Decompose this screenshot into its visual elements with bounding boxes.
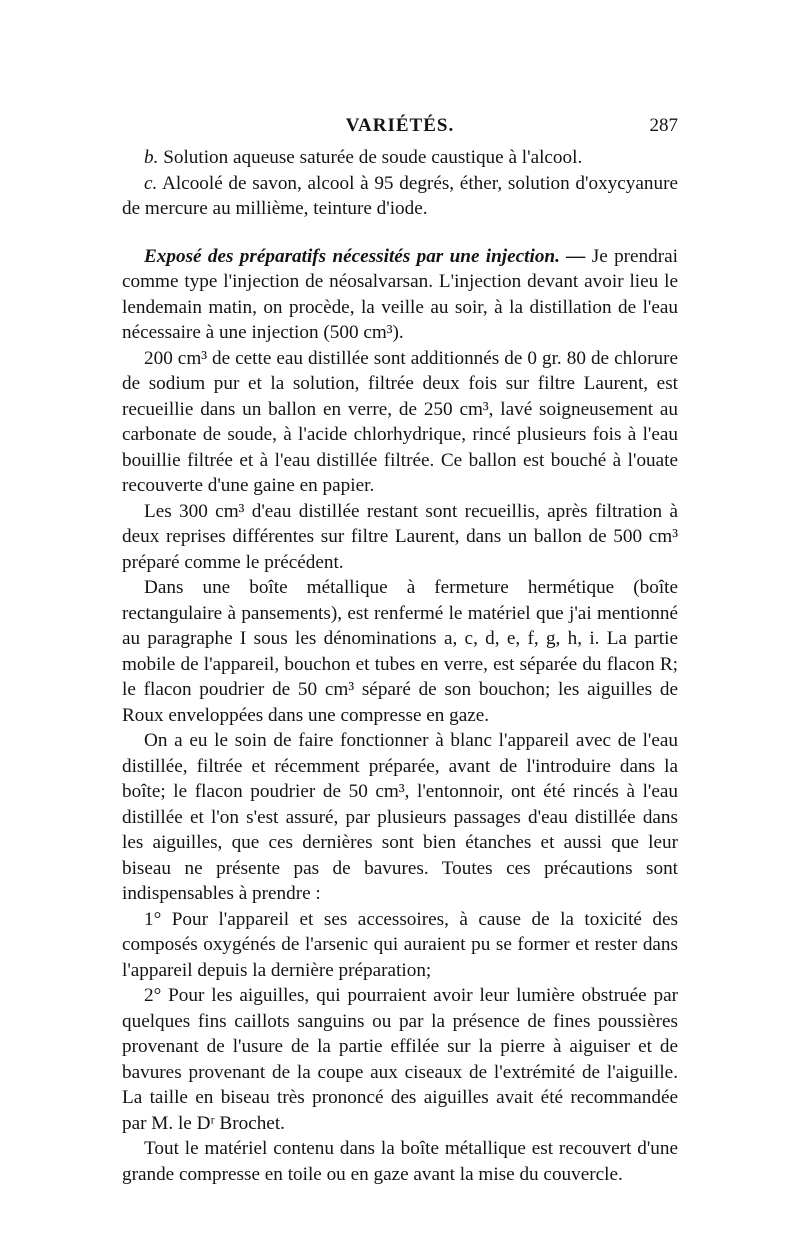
page-number: 287 — [649, 115, 678, 136]
list-item — [122, 145, 678, 171]
paragraph: Dans une boîte métallique à fermeture hermétique (boîte rectangulaire à pansements), est renfermé le matériel que j'ai mentionné au paragraphe I sous les dénominations a, c, d, e, f, g, h, i. La partie mobile de l'appareil, bouchon et tubes en verre, est séparée du flacon R; le flacon poudrier de 50 cm³ séparé de son bouchon; les aiguilles de Roux enveloppées dans une compresse en gaze. — [122, 577, 678, 726]
section-title: Exposé des préparatifs nécessités par une injection. — — [144, 245, 586, 267]
paragraph: Les 300 cm³ d'eau distillée restant sont recueillis, après filtration à deux reprises différentes sur filtre Laurent, dans un ballon de 500 cm³ préparé comme le précédent. — [122, 500, 678, 573]
page — [122, 115, 678, 1187]
paragraph: Tout le matériel contenu dans la boîte métallique est recouvert d'une grande compresse en toile ou en gaze avant la mise du couvercle. — [122, 1138, 678, 1185]
item-label: c. — [144, 172, 158, 194]
list-item — [122, 171, 678, 222]
section-intro: Je prendrai comme type l'injection de néosalvarsan. L'injection devant avoir lieu le lendemain matin, on procède, la veille au soir, à la distillation de l'eau nécessaire à une injection (500 cm³). — [122, 245, 678, 343]
running-title: VARIÉTÉS. — [345, 115, 455, 136]
paragraph: 1° Pour l'appareil et ses accessoires, à cause de la toxicité des composés oxygénés de l'arsenic qui auraient pu se former et rester dans l'appareil depuis la dernière préparation; — [122, 908, 678, 981]
paragraph: On a eu le soin de faire fonctionner à blanc l'appareil avec de l'eau distillée, filtrée et récemment préparée, avant de l'introduire dans la boîte; le flacon poudrier de 50 cm³, l'entonnoir, ont été rincés à l'eau distillée et l'on s'est assuré, par plusieurs passages d'eau distillée dans les aiguilles, que ces dernières sont bien étanches et aussi que leur biseau ne présente pas de bavures. Toutes ces précautions sont indispensables à prendre : — [122, 730, 678, 904]
item-label: b. — [144, 147, 159, 168]
running-head — [122, 115, 678, 145]
paragraph: 2° Pour les aiguilles, qui pourraient avoir leur lumière obstruée par quelques fins caillots sanguins ou par la présence de fines poussières provenant de l'usure de la partie effilée sur la pierre à aiguiser et de bavures provenant de la coupe aux ciseaux de l'extrémité de l'aiguille. La taille en biseau très prononcé des aiguilles avait été recommandée par M. le Dʳ Brochet. — [122, 985, 678, 1134]
paragraph: 200 cm³ de cette eau distillée sont additionnés de 0 gr. 80 de chlorure de sodium pur et la solution, filtrée deux fois sur filtre Laurent, est recueillie dans un ballon en verre, de 250 cm³, lavé soigneusement au carbonate de soude, à l'acide chlorhydrique, rincé plusieurs fois à l'eau bouillie filtrée et à l'eau distillée filtrée. Ce ballon est bouché à l'ouate recouverte d'une gaine en papier. — [122, 347, 678, 496]
item-text: Alcoolé de savon, alcool à 95 degrés, éther, solution d'oxycyanure de mercure au millième, teinture d'iode. — [122, 172, 678, 219]
section-intro-paragraph — [122, 244, 678, 346]
item-text: Solution aqueuse saturée de soude caustique à l'alcool. — [163, 147, 583, 168]
body-text — [122, 145, 678, 1187]
